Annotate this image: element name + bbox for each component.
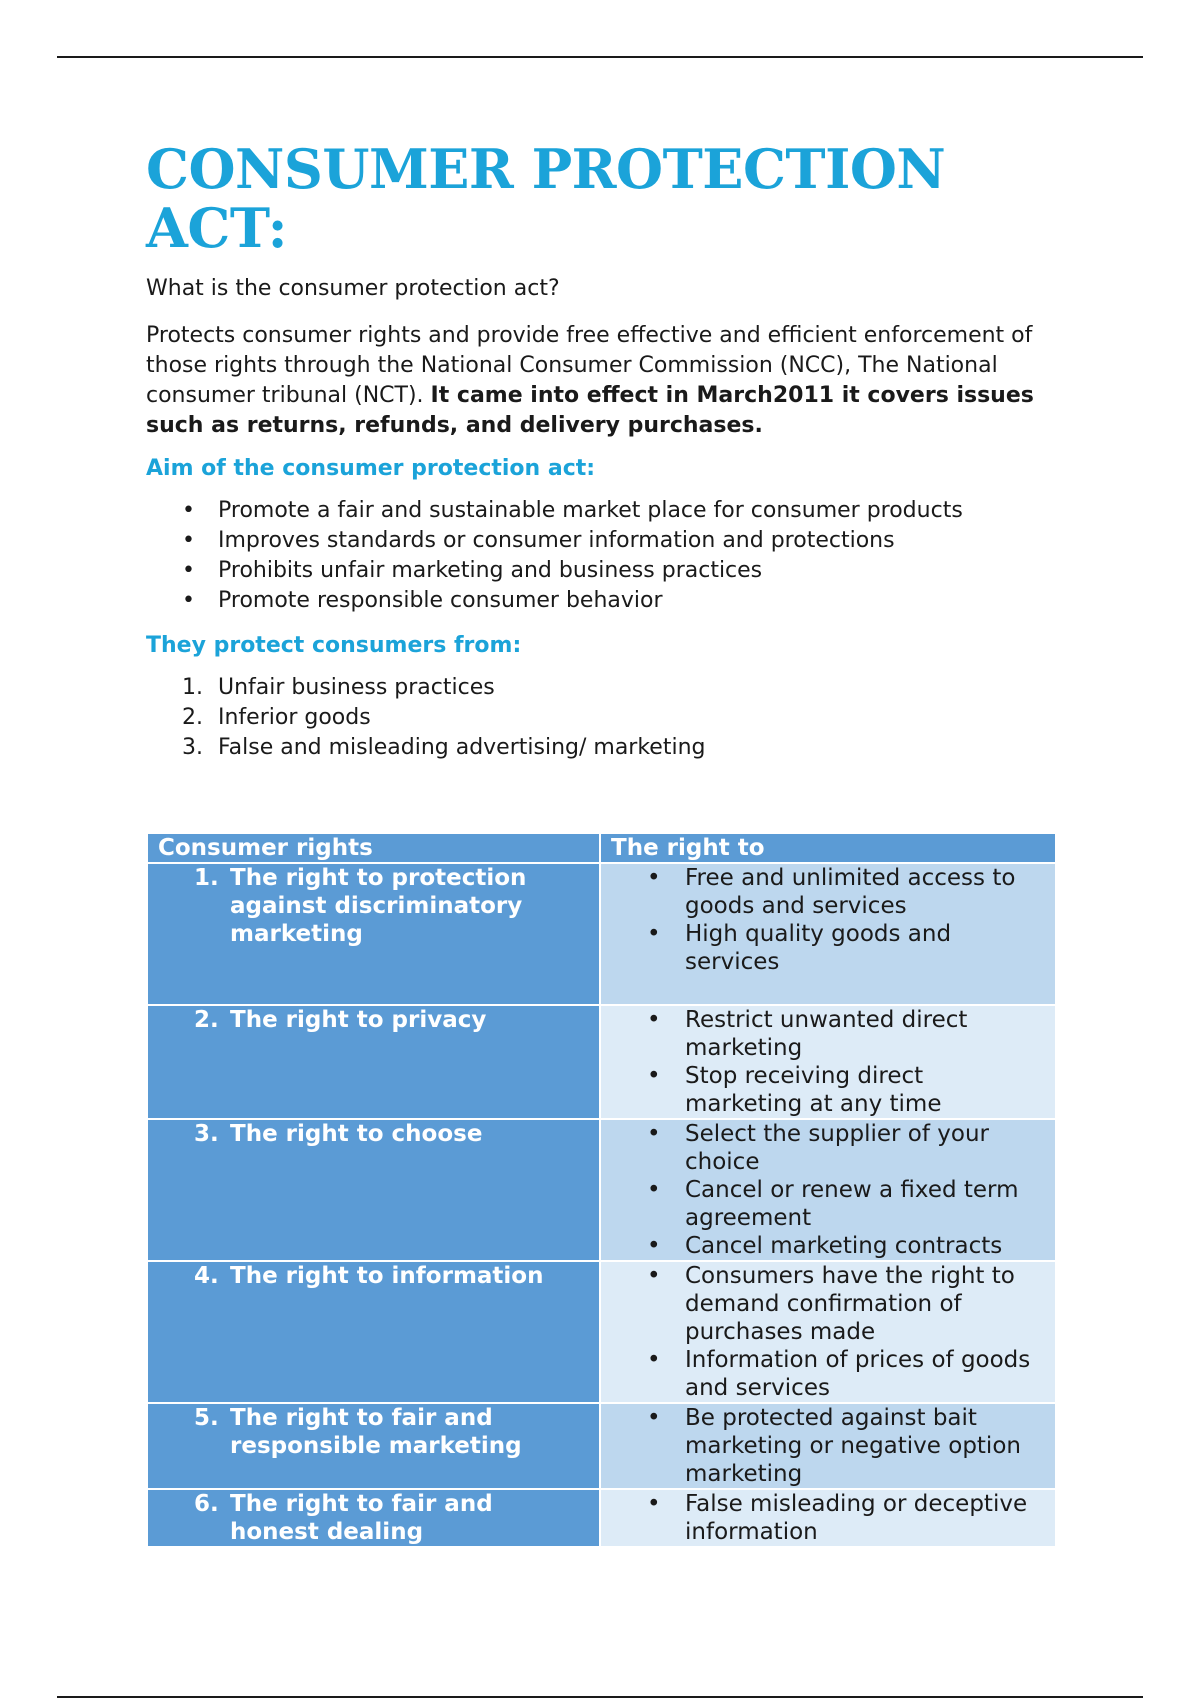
table-header-row (147, 833, 1056, 863)
bottom-rule (57, 1696, 1143, 1698)
right-number: 6. (194, 1491, 219, 1517)
right-name-cell (147, 1119, 600, 1261)
intro-question: What is the consumer protection act? (146, 275, 560, 301)
aims-list (146, 496, 1056, 616)
intro-bold-text: It came into effect in March2011 it covers issues such as returns, refunds, and delivery purchases. (146, 383, 1034, 439)
column-header-the-right-to: The right to (600, 833, 1056, 863)
right-number: 3. (194, 1121, 219, 1147)
aim-item: • Prohibits unfair marketing and business practices (146, 556, 1056, 586)
right-details-cell (600, 1005, 1056, 1119)
right-details-cell (600, 863, 1056, 1005)
table-row (147, 1403, 1056, 1489)
right-details-cell (600, 1119, 1056, 1261)
document-body (146, 137, 1056, 763)
right-detail-item: • Cancel marketing contracts (601, 1232, 1055, 1260)
right-detail-item: • Cancel or renew a fixed term agreement (601, 1176, 1055, 1232)
right-name-cell (147, 1403, 600, 1489)
protect-item-text: Inferior goods (218, 704, 371, 730)
right-details-cell (600, 1403, 1056, 1489)
right-name-cell (147, 1005, 600, 1119)
right-number: 4. (194, 1263, 219, 1289)
protect-item (146, 733, 1056, 763)
right-detail-item: • Select the supplier of your choice (601, 1120, 1055, 1176)
protect-list (146, 673, 1056, 763)
table-row (147, 1005, 1056, 1119)
right-details-cell (600, 1261, 1056, 1403)
right-detail-item: • Information of prices of goods and services (601, 1346, 1055, 1402)
column-header-consumer-rights: Consumer rights (147, 833, 600, 863)
table-row (147, 1119, 1056, 1261)
aim-item: • Promote a fair and sustainable market place for consumer products (146, 496, 1056, 526)
right-detail-item: • High quality goods and services (601, 920, 1055, 976)
right-title: The right to fair and responsible marketing (230, 1405, 522, 1459)
top-rule (57, 56, 1143, 58)
right-title: The right to privacy (230, 1007, 487, 1033)
right-number: 5. (194, 1405, 219, 1431)
right-title: The right to protection against discriminatory marketing (230, 865, 527, 947)
right-title: The right to information (230, 1263, 544, 1289)
right-name-cell (147, 1489, 600, 1547)
right-details-cell (600, 1489, 1056, 1547)
right-title: The right to fair and honest dealing (230, 1491, 493, 1545)
aim-item: • Improves standards or consumer information and protections (146, 526, 1056, 556)
right-detail-item: • Stop receiving direct marketing at any time (601, 1062, 1055, 1118)
protect-item-number: 1. (182, 674, 203, 700)
right-number: 2. (194, 1007, 219, 1033)
right-detail-item: • Restrict unwanted direct marketing (601, 1006, 1055, 1062)
aims-heading: Aim of the consumer protection act: (146, 456, 596, 482)
protect-item-number: 3. (182, 734, 203, 760)
right-title: The right to choose (230, 1121, 483, 1147)
consumer-rights-table (146, 832, 1057, 1548)
table-row (147, 1489, 1056, 1547)
right-detail-item: • Free and unlimited access to goods and services (601, 864, 1055, 920)
right-name-cell (147, 1261, 600, 1403)
protect-item (146, 703, 1056, 733)
protect-item-number: 2. (182, 704, 203, 730)
intro-paragraph (146, 321, 1056, 441)
protect-item-text: Unfair business practices (218, 674, 495, 700)
right-detail-item: • False misleading or deceptive information (601, 1490, 1055, 1546)
table-row (147, 1261, 1056, 1403)
right-detail-item: • Be protected against bait marketing or negative option marketing (601, 1404, 1055, 1488)
protect-item (146, 673, 1056, 703)
protect-item-text: False and misleading advertising/ marketing (218, 734, 706, 760)
table-row (147, 863, 1056, 1005)
right-detail-item: • Consumers have the right to demand confirmation of purchases made (601, 1262, 1055, 1346)
intro-plain-text: Protects consumer rights and provide free effective and efficient enforcement of those rights through the National Consumer Commission (NCC), The National consumer tribunal (NCT). (146, 323, 1033, 409)
aim-item: • Promote responsible consumer behavior (146, 586, 1056, 616)
page-title: CONSUMER PROTECTION ACT: (146, 137, 946, 261)
protect-heading: They protect consumers from: (146, 632, 522, 658)
right-name-cell (147, 863, 600, 1005)
right-number: 1. (194, 865, 219, 891)
